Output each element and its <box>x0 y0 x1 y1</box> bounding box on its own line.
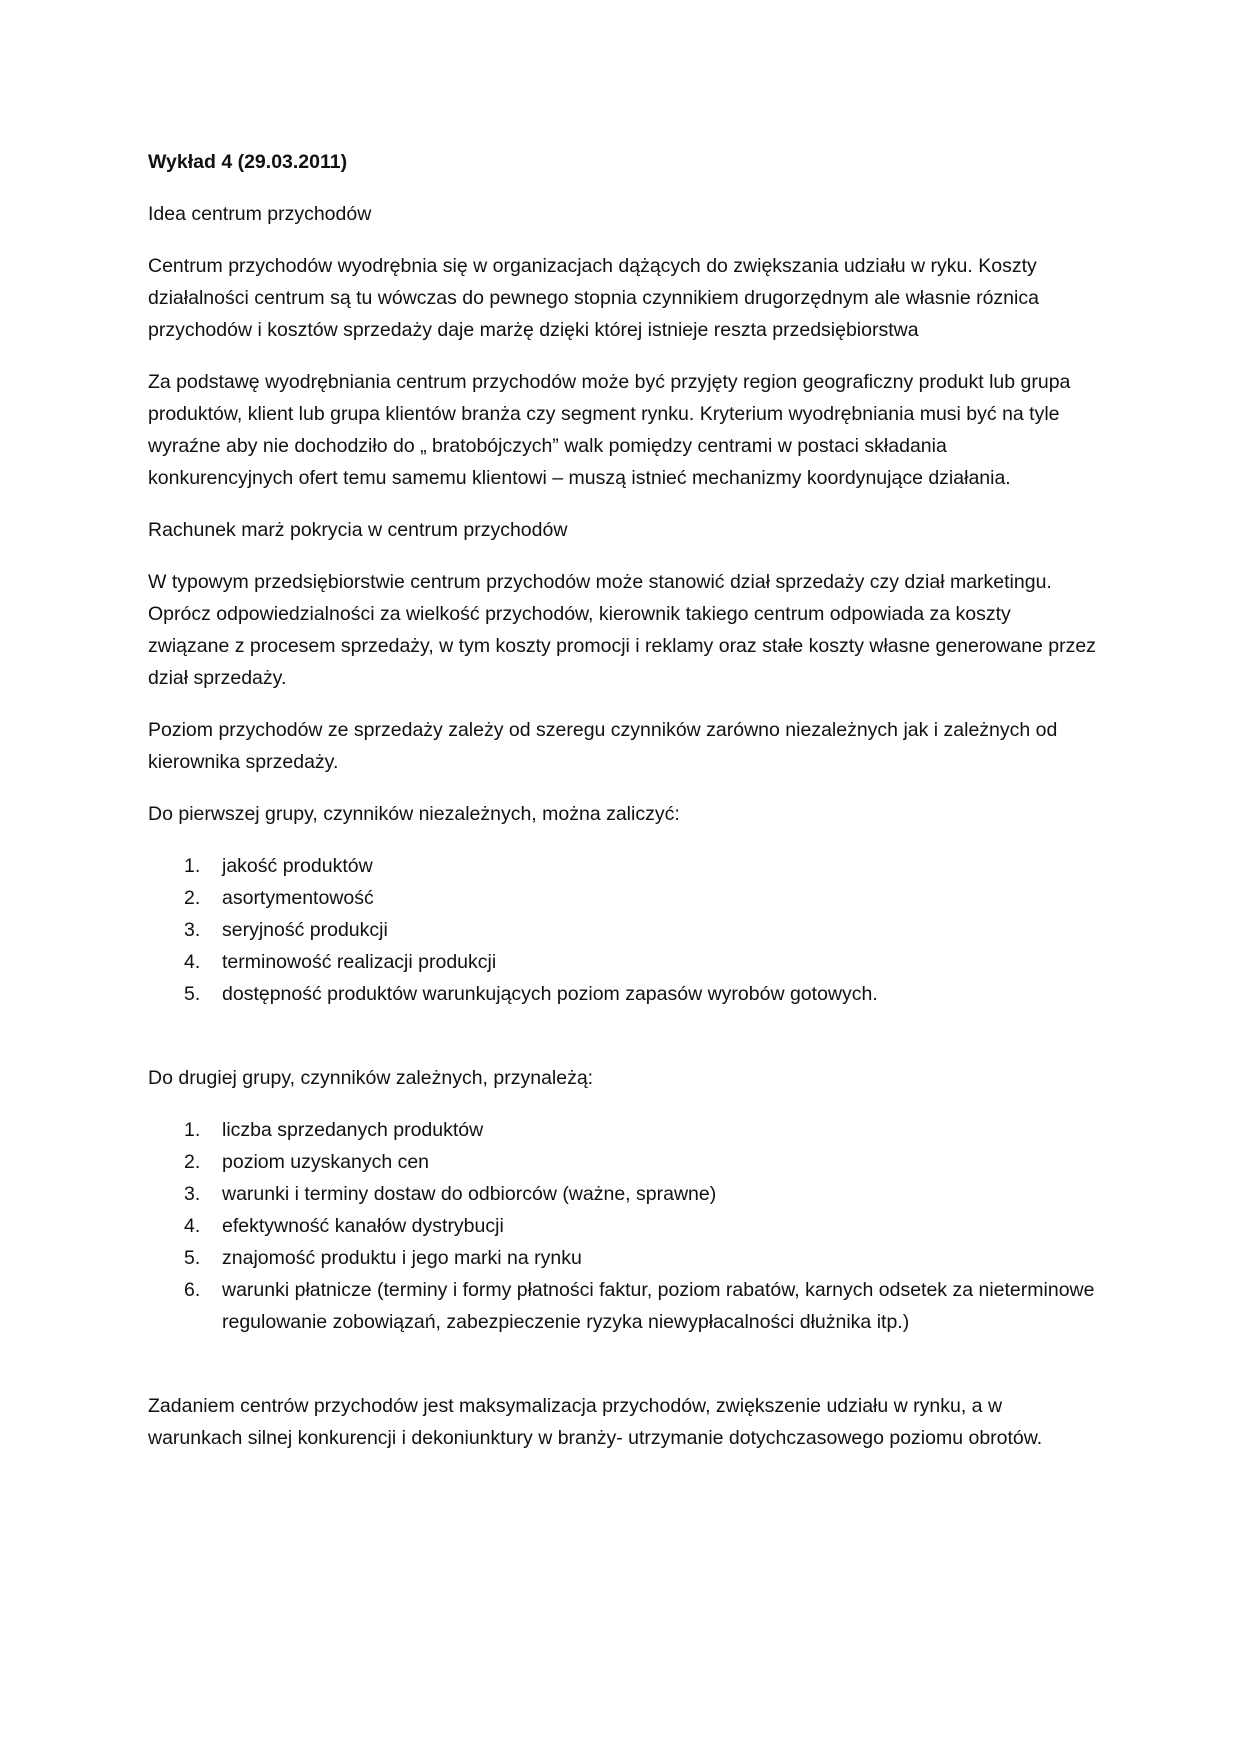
list-item: 4. efektywność kanałów dystrybucji <box>184 1215 504 1237</box>
paragraph-typical-enterprise: W typowym przedsiębiorstwie centrum przychodów może stanowić dział sprzedaży czy dział marketingu. Oprócz odpowiedzialności za wielkość przychodów, kierownik takiego centrum odpowiada za koszty związane z procesem sprzedaży, w tym koszty promocji i reklamy oraz stałe koszty własne generowane przez dział sprzedaży. <box>148 571 1096 689</box>
document-body <box>148 146 1096 1474</box>
list-item: 3. warunki i terminy dostaw do odbiorców (ważne, sprawne) <box>184 1183 717 1205</box>
list-item: 5. znajomość produktu i jego marki na rynku <box>184 1247 582 1269</box>
section-heading-margin-accounting: Rachunek marż pokrycia w centrum przychodów <box>148 519 568 541</box>
list-intro-dependent-factors: Do drugiej grupy, czynników zależnych, przynależą: <box>148 1067 594 1089</box>
paragraph-revenue-factors: Poziom przychodów ze sprzedaży zależy od szeregu czynników zarówno niezależnych jak i zależnych od kierownika sprzedaży. <box>148 719 1058 773</box>
dependent-factors-list <box>148 1114 1096 1338</box>
list-item: 3. seryjność produkcji <box>184 919 388 941</box>
section-heading-revenue-center: Idea centrum przychodów <box>148 203 372 225</box>
list-item: 5. dostępność produktów warunkujących poziom zapasów wyrobów gotowych. <box>184 983 878 1005</box>
paragraph-revenue-center-goal: Zadaniem centrów przychodów jest maksymalizacja przychodów, zwiększenie udziału w rynku, a w warunkach silnej konkurencji i dekoniunktury w branży- utrzymanie dotychczasowego poziomu obrotów. <box>148 1395 1043 1449</box>
list-item: 6. warunki płatnicze (terminy i formy płatności faktur, poziom rabatów, karnych odsetek za nieterminowe regulowanie zobowiązań, zabezpieczenie ryzyka niewypłacalności dłużnika itp.) <box>184 1279 1095 1333</box>
paragraph-revenue-center-definition: Centrum przychodów wyodrębnia się w organizacjach dążących do zwiększania udziału w ryku. Koszty działalności centrum są tu wówczas do pewnego stopnia czynnikiem drugorzędnym ale własnie róznica przychodów i kosztów sprzedaży daje marżę dzięki której istnieje reszta przedsiębiorstwa <box>148 255 1039 341</box>
independent-factors-list <box>148 850 1096 1010</box>
list-item: 1. jakość produktów <box>184 855 373 877</box>
list-intro-independent-factors: Do pierwszej grupy, czynników niezależnych, można zaliczyć: <box>148 803 680 825</box>
list-item: 4. terminowość realizacji produkcji <box>184 951 497 973</box>
lecture-title: Wykład 4 (29.03.2011) <box>148 151 348 173</box>
paragraph-separation-criteria: Za podstawę wyodrębniania centrum przychodów może być przyjęty region geograficzny produkt lub grupa produktów, klient lub grupa klientów branża czy segment rynku. Kryterium wyodrębniania musi być na tyle wyraźne aby nie dochodziło do „ bratobójczych” walk pomiędzy centrami w postaci składania konkurencyjnych ofert temu samemu klientowi – muszą istnieć mechanizmy koordynujące działania. <box>148 371 1071 489</box>
list-item: 2. poziom uzyskanych cen <box>184 1151 430 1173</box>
list-item: 2. asortymentowość <box>184 887 374 909</box>
list-item: 1. liczba sprzedanych produktów <box>184 1119 484 1141</box>
